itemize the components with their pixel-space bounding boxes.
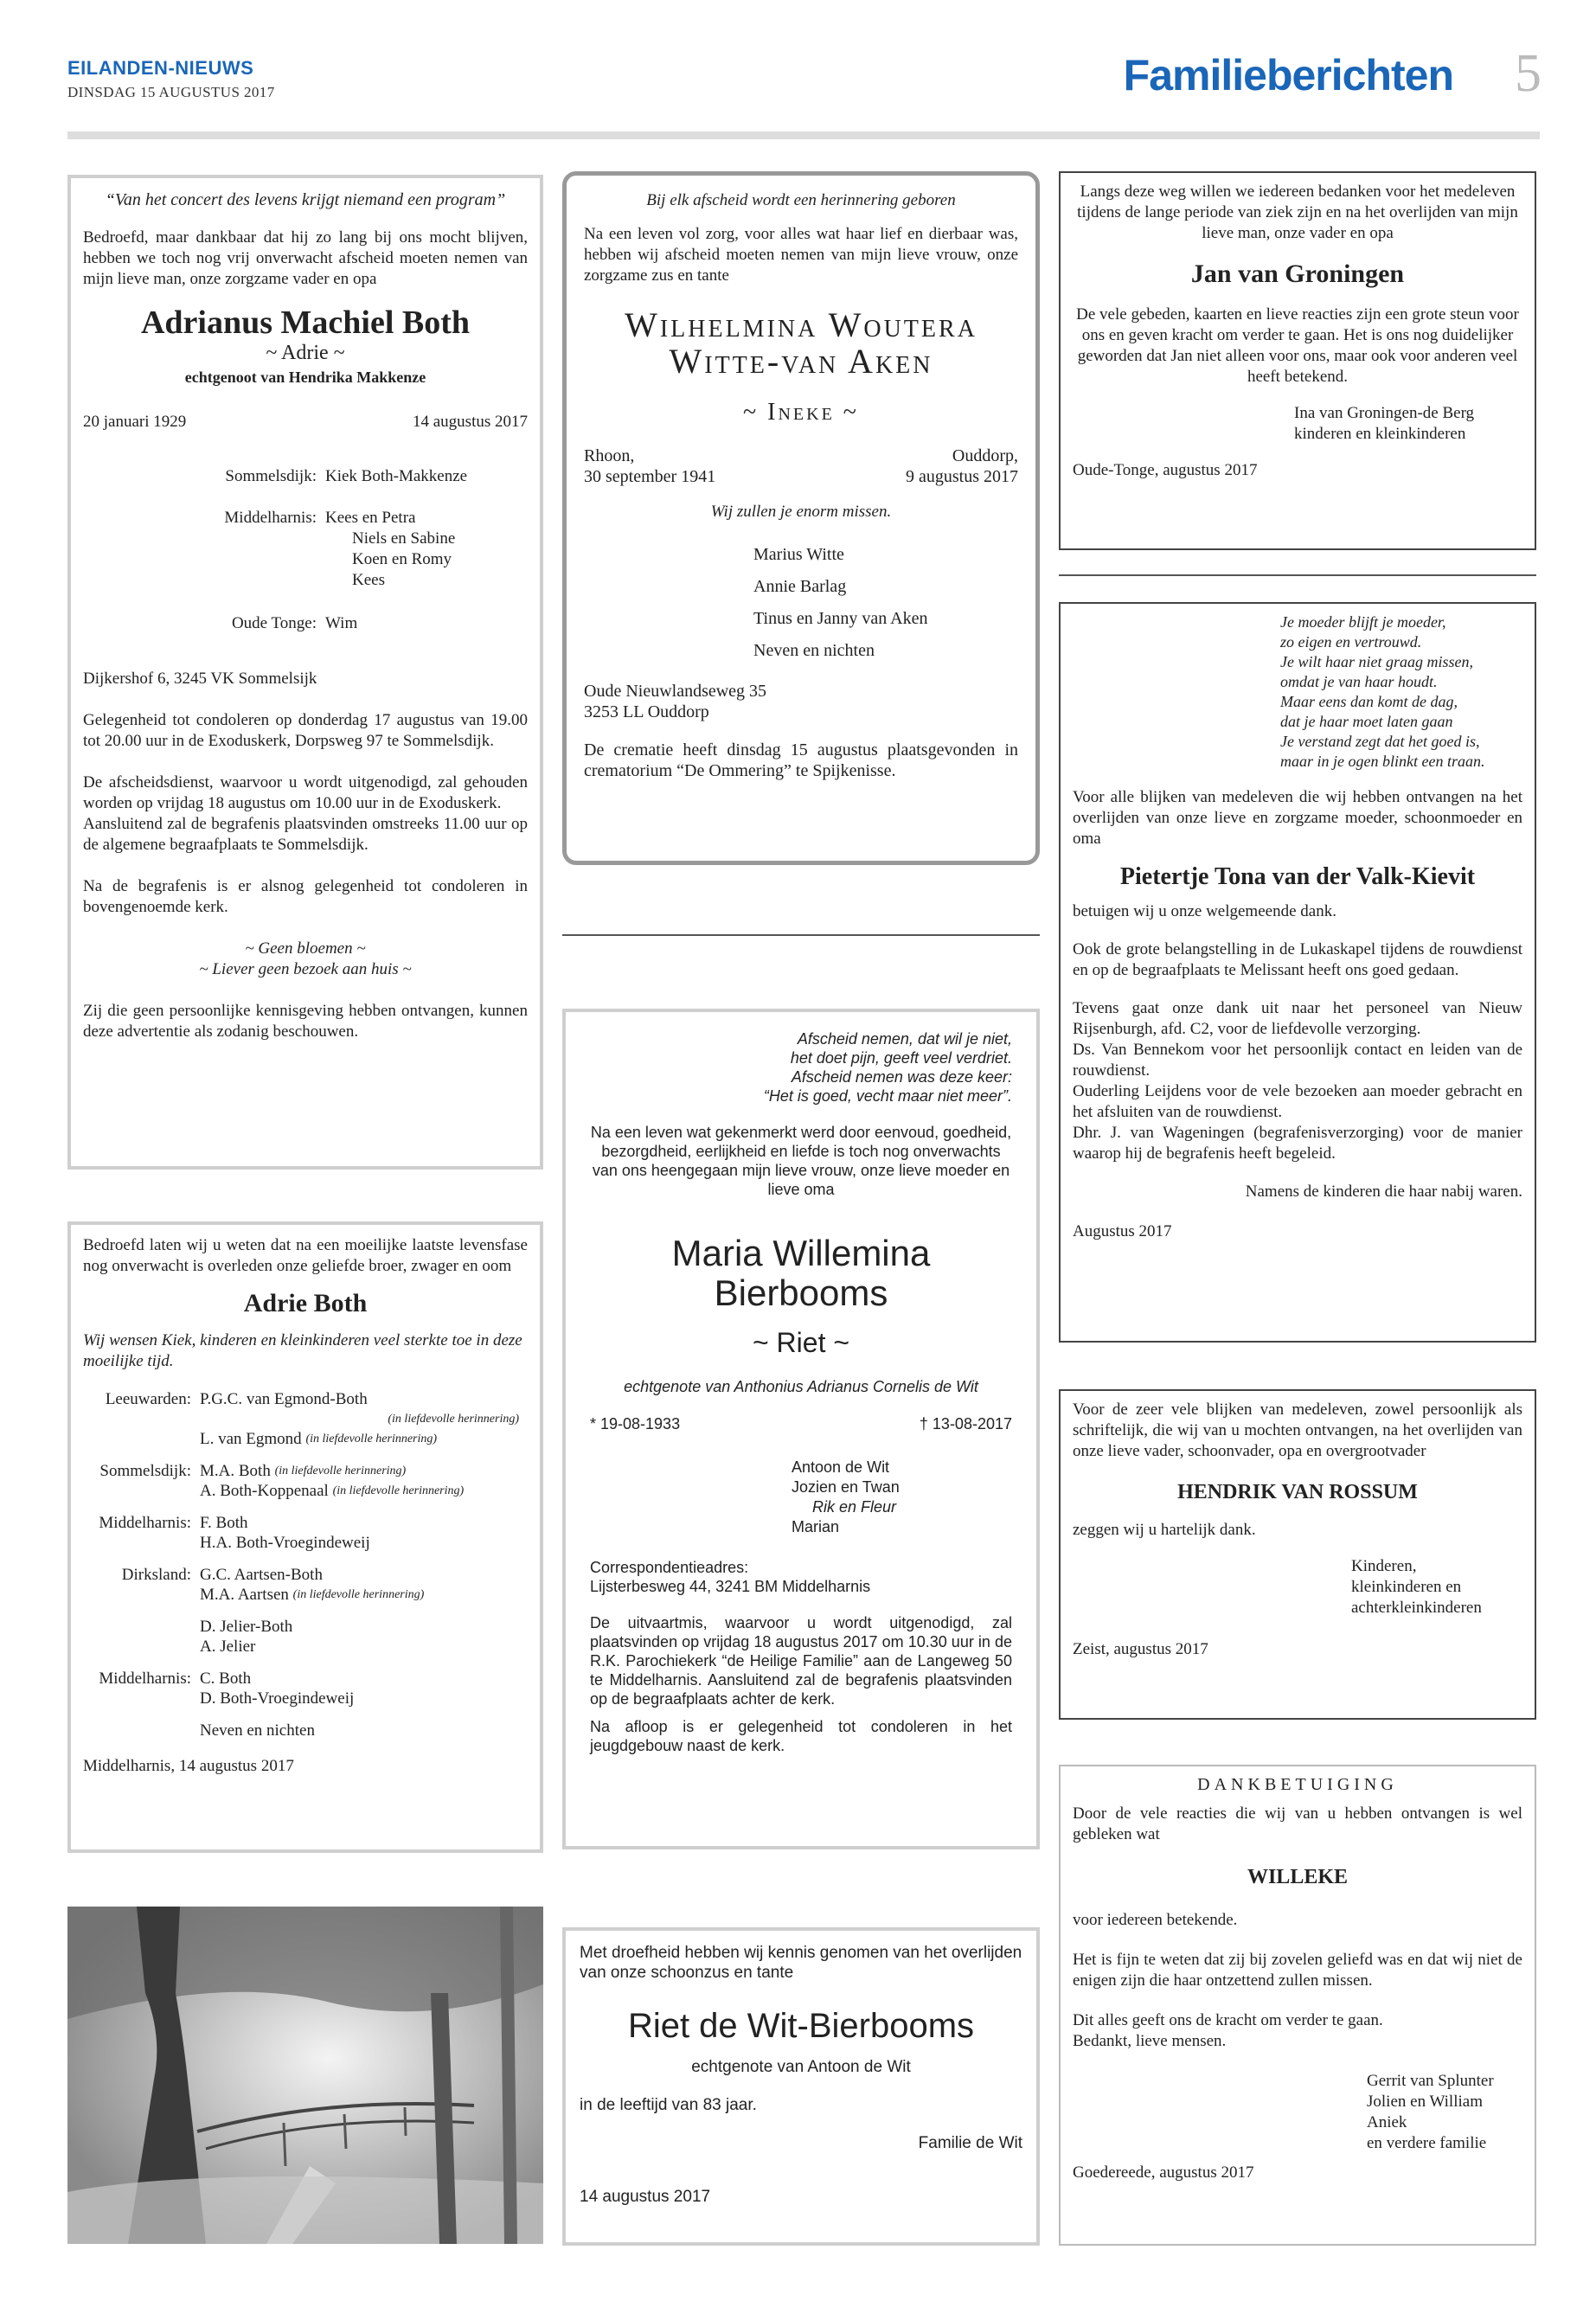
condolence-info: Gelegenheid tot condoleren op donderdag 17 augustus van 19.00 tot 20.00 uur in de Exoduskerk, Dorpsweg 97 te Sommelsdijk. xyxy=(83,711,528,750)
deceased-name-line1: Wilhelmina Woutera xyxy=(625,305,977,344)
signature-line: Aniek xyxy=(1367,2113,1407,2131)
forest-path-photo xyxy=(67,1907,543,2244)
place: Oude Tonge: xyxy=(231,614,317,632)
motto: Bij elk afscheid wordt een herinnering geboren xyxy=(646,191,956,209)
after-info: Na de begrafenis is er alsnog gelegenheid tot condoleren in bovengenoemde kerk. xyxy=(83,877,528,916)
birth-place: Rhoon, xyxy=(584,446,635,465)
family-name: Jozien en Twan xyxy=(792,1478,900,1496)
family-name: D. Jelier-Both xyxy=(200,1618,293,1636)
burial-info: Aansluitend zal de begrafenis plaatsvinden omstreeks 11.00 uur op de algemene begraafplaats te Sommelsdijk. xyxy=(83,815,528,854)
family-name: G.C. Aartsen-Both xyxy=(200,1566,323,1584)
family-name: Kees en Petra xyxy=(325,509,416,527)
poem xyxy=(1280,612,1522,772)
family-name: A. Both-Koppenaal xyxy=(200,1482,329,1500)
family-name: Marian xyxy=(792,1518,840,1535)
signature-line: kleinkinderen en xyxy=(1351,1578,1462,1596)
closing-line: Augustus 2017 xyxy=(1073,1222,1172,1240)
funeral-info: De uitvaartmis, waarvoor u wordt uitgenodigd, zal plaatsvinden op vrijdag 18 augustus 2017 om 10.30 uur in de R.K. Parochiekerk “de Heilige Familie” aan de Langeweg 50 te Middelharnis. Aansluitend zal de begrafenis plaatsvinden op de begraafplaats achter de kerk. xyxy=(590,1614,1012,1708)
death-date: 14 augustus 2017 xyxy=(413,413,528,431)
thanks-line: betuigen wij u onze welgemeende dank. xyxy=(1073,902,1336,920)
deceased-name: Adrie Both xyxy=(243,1289,368,1317)
family-name: Rik en Fleur xyxy=(812,1498,897,1516)
signature-line: en verdere familie xyxy=(1367,2134,1487,2152)
section-title: Familieberichten xyxy=(1123,51,1453,99)
header-rule xyxy=(67,131,1540,139)
deceased-name-line2: Bierbooms xyxy=(714,1272,888,1313)
signature-line: achterkleinkinderen xyxy=(1351,1599,1482,1617)
poem-line: Je wilt haar niet graag missen, xyxy=(1280,653,1473,670)
poem xyxy=(590,1029,1012,1106)
family-name: Neven en nichten xyxy=(753,641,875,660)
correspondence-label: Correspondentieadres: xyxy=(590,1559,749,1576)
place: Middelharnis: xyxy=(224,509,317,527)
spouse-line: echtgenoot van Hendrika Makkenze xyxy=(184,369,426,386)
family-list xyxy=(792,1458,1012,1537)
correspondence-address: Lijsterbesweg 44, 3241 BM Middelharnis xyxy=(590,1578,871,1595)
birth-date: * 19-08-1933 xyxy=(590,1415,681,1433)
family-name: Kiek Both-Makkenze xyxy=(325,467,468,485)
deceased-name: WILLEKE xyxy=(1247,1866,1349,1888)
column-divider xyxy=(1059,574,1536,576)
nickname: ~ Ineke ~ xyxy=(743,399,859,426)
address-line2: 3253 LL Ouddorp xyxy=(584,702,709,721)
nickname: ~ Adrie ~ xyxy=(266,342,345,364)
forest-path-image xyxy=(67,1907,543,2244)
intro-text: Voor alle blijken van medeleven die wij hebben ontvangen na het overlijden van onze lieve en zorgzame moeder, schoonmoeder en oma xyxy=(1073,788,1522,848)
intro-text: Na een leven vol zorg, voor alles wat haar lief en dierbaar was, hebben wij afscheid moeten nemen van mijn lieve vrouw, onze zorgzame zus en tante xyxy=(584,225,1018,285)
age-line: in de leeftijd van 83 jaar. xyxy=(580,2096,757,2114)
closing-line: Oude-Tonge, augustus 2017 xyxy=(1073,461,1258,479)
paragraph: Het is fijn te weten dat zij bij zovelen geliefd was en dat wij niet de enigen zijn die haar ontzettend zullen missen. xyxy=(1073,1951,1522,1990)
thanks-text: De vele gebeden, kaarten en lieve reacties zijn een grote steun voor ons en geven kracht om verder te gaan. Het is ons nog duidelijker geworden dat Jan niet alleen voor ons, maar ook voor anderen veel heeft betekend. xyxy=(1076,305,1519,386)
signature-line: Gerrit van Splunter xyxy=(1367,2072,1494,2090)
address: Dijkershof 6, 3245 VK Sommelsijk xyxy=(83,670,317,688)
thanks-jan-van-groningen xyxy=(1059,171,1536,550)
family-name: Tinus en Janny van Aken xyxy=(753,609,928,628)
family-name: M.A. Both xyxy=(200,1462,271,1480)
place: Leeuwarden: xyxy=(105,1390,191,1408)
deceased-name: Jan van Groningen xyxy=(1190,260,1405,288)
spouse-line: echtgenote van Anthonius Adrianus Cornelis de Wit xyxy=(624,1378,978,1395)
birth-date: 30 september 1941 xyxy=(584,467,716,486)
family-list xyxy=(83,1389,528,1740)
signature-line: Namens de kinderen die haar nabij waren. xyxy=(1245,1183,1522,1201)
poem-line: zo eigen en vertrouwd. xyxy=(1280,633,1422,651)
family-name: Koen en Romy xyxy=(352,550,452,568)
issue-date: DINSDAG 15 AUGUSTUS 2017 xyxy=(67,84,275,100)
obituary-adrie-both xyxy=(67,1221,543,1853)
birth-date: 20 januari 1929 xyxy=(83,413,187,431)
intro-text: Bedroefd, maar dankbaar dat hij zo lang bij ons mocht blijven, hebben we toch nog vrij onverwacht afscheid moeten nemen van mijn lieve man, onze zorgzame vader en opa xyxy=(83,228,528,288)
paragraph: Ouderling Leijdens voor de vele bezoeken aan moeder gebracht en het afsluiten van de rouwdienst. xyxy=(1073,1082,1522,1121)
notice-title: DANKBETUIGING xyxy=(1197,1775,1398,1794)
family-name: L. van Egmond xyxy=(200,1430,302,1448)
service-info: De afscheidsdienst, waarvoor u wordt uitgenodigd, zal gehouden worden op vrijdag 18 augustus om 10.00 uur in de Exoduskerk. xyxy=(83,773,528,812)
note: (in liefdevolle herinnering) xyxy=(332,1484,465,1497)
note: (in liefdevolle herinnering) xyxy=(292,1588,425,1601)
family-name: Annie Barlag xyxy=(753,577,847,596)
deceased-name-line1: Maria Willemina xyxy=(671,1233,931,1273)
family-name: M.A. Aartsen xyxy=(200,1586,289,1604)
paragraph: Tevens gaat onze dank uit naar het personeel van Nieuw Rijsenburgh, afd. C2, voor de liefdevolle verzorging. xyxy=(1073,999,1522,1038)
quote: “Van het concert des levens krijgt niemand een program” xyxy=(105,190,506,209)
note: (in liefdevolle herinnering) xyxy=(388,1413,519,1426)
no-flowers: ~ Geen bloemen ~ xyxy=(245,939,366,958)
family-list xyxy=(83,466,528,634)
place: Middelharnis: xyxy=(99,1514,191,1532)
family-name: F. Both xyxy=(200,1514,248,1532)
poem-line: maar in je ogen blinkt een traan. xyxy=(1280,753,1485,770)
newspaper-logo: EILANDEN-NIEUWS xyxy=(67,57,254,79)
deceased-name: Pietertje Tona van der Valk-Kievit xyxy=(1119,863,1476,890)
miss-line: Wij zullen je enorm missen. xyxy=(710,503,892,521)
place: Dirksland: xyxy=(121,1566,191,1584)
poem-line: omdat je van haar houdt. xyxy=(1280,673,1438,690)
closing-line: Middelharnis, 14 augustus 2017 xyxy=(83,1757,294,1775)
thanks-line: zeggen wij u hartelijk dank. xyxy=(1073,1521,1256,1539)
poem-line: Je moeder blijft je moeder, xyxy=(1280,613,1446,631)
place: Middelharnis: xyxy=(99,1670,191,1688)
family-name: A. Jelier xyxy=(200,1638,256,1656)
intro-text: Na een leven wat gekenmerkt werd door eenvoud, goedheid, bezorgdheid, eerlijkheid en liefde is toch nog onverwachts van ons heengegaan mijn lieve vrouw, onze lieve moeder en lieve oma xyxy=(590,1124,1012,1198)
obituary-maria-bierbooms xyxy=(562,1009,1040,1849)
column-divider xyxy=(562,934,1040,936)
family-list xyxy=(753,539,1018,667)
notice-date: 14 augustus 2017 xyxy=(580,2188,711,2206)
family-name: D. Both-Vroegindeweij xyxy=(200,1689,355,1708)
note: (in liefdevolle herinnering) xyxy=(274,1465,407,1477)
paragraph: Dhr. J. van Wageningen (begrafenisverzorging) voor de manier waarop hij de begrafenis heeft begeleid. xyxy=(1073,1124,1522,1163)
spouse-line: echtgenote van Antoon de Wit xyxy=(691,2058,911,2076)
family-name: Niels en Sabine xyxy=(352,529,456,548)
intro-text: Bedroefd laten wij u weten dat na een moeilijke laatste levensfase nog onverwacht is overleden onze geliefde broer, zwager en oom xyxy=(83,1236,528,1275)
paragraph: Ook de grote belangstelling in de Lukaskapel tijdens de rouwdienst en op de begraafplaats te Melissant heeft ons goed gedaan. xyxy=(1073,940,1522,979)
family-name: Kees xyxy=(352,571,385,589)
poem-line: Afscheid nemen, dat wil je niet, xyxy=(797,1030,1012,1048)
death-place: Ouddorp, xyxy=(952,446,1018,465)
no-visit: ~ Liever geen bezoek aan huis ~ xyxy=(199,960,412,978)
page-number: 5 xyxy=(1515,44,1542,103)
poem-line: Afscheid nemen was deze keer: xyxy=(791,1068,1012,1086)
thanks-willeke xyxy=(1059,1765,1536,2246)
address-line1: Oude Nieuwlandseweg 35 xyxy=(584,682,767,701)
obituary-wilhelmina-witte xyxy=(562,171,1040,865)
place: Sommelsdijk: xyxy=(99,1462,191,1480)
intro-text: Door de vele reacties die wij van u hebben ontvangen is wel gebleken wat xyxy=(1073,1804,1522,1843)
poem-line: “Het is goed, vecht maar niet meer”. xyxy=(763,1087,1012,1105)
intro-text: Voor de zeer vele blijken van medeleven, zowel persoonlijk als schriftelijk, die wij van u mochten ontvangen, na het overlijden van onze lieve vader, schoonvader, opa en overgrootvader xyxy=(1073,1400,1522,1460)
family-name: Neven en nichten xyxy=(200,1721,315,1740)
signature-line: Jolien en William xyxy=(1367,2093,1483,2111)
thanks-hendrik-van-rossum xyxy=(1059,1389,1536,1720)
family-name: Antoon de Wit xyxy=(792,1458,890,1476)
signature-line: Kinderen, xyxy=(1351,1557,1417,1575)
place: Sommelsdijk: xyxy=(225,467,317,485)
deceased-name: Riet de Wit-Bierbooms xyxy=(627,2007,975,2045)
note: (in liefdevolle herinnering) xyxy=(305,1433,438,1445)
paragraph: Ds. Van Bennekom voor het persoonlijk contact en leiden van de rouwdienst. xyxy=(1073,1041,1522,1080)
poem-line: Maar eens dan komt de dag, xyxy=(1280,693,1458,710)
wish-text: Wij wensen Kiek, kinderen en kleinkinderen veel sterkte toe in deze moeilijke tijd. xyxy=(83,1331,522,1370)
deceased-name-line2: Witte-van Aken xyxy=(669,342,933,381)
death-date: 9 augustus 2017 xyxy=(906,467,1018,486)
family-name: Marius Witte xyxy=(753,545,844,564)
family-name: P.G.C. van Egmond-Both xyxy=(200,1390,368,1408)
intro-text: Met droefheid hebben wij kennis genomen van het overlijden van onze schoonzus en tante xyxy=(580,1944,1022,1982)
meaning-line: voor iedereen betekende. xyxy=(1073,1911,1238,1929)
thanks-pietertje-van-der-valk xyxy=(1059,602,1536,1343)
paragraph: Dit alles geeft ons de kracht om verder te gaan. xyxy=(1073,2011,1383,2029)
family-name: H.A. Both-Vroegindeweij xyxy=(200,1534,370,1552)
deceased-name: Adrianus Machiel Both xyxy=(140,304,471,341)
family-signature: Familie de Wit xyxy=(918,2134,1022,2152)
cremation-info: De crematie heeft dinsdag 15 augustus plaatsgevonden in crematorium “De Ommering” te Spijkenisse. xyxy=(584,740,1018,780)
family-name: C. Both xyxy=(200,1670,252,1688)
closing-line: Goedereede, augustus 2017 xyxy=(1073,2163,1254,2182)
death-date: † 13-08-2017 xyxy=(919,1415,1012,1433)
poem-line: het doet pijn, geeft veel verdriet. xyxy=(790,1049,1012,1067)
poem-line: dat je haar moet laten gaan xyxy=(1280,713,1453,730)
signature-line: Ina van Groningen-de Berg xyxy=(1294,404,1475,422)
after-info: Na afloop is er gelegenheid tot condoleren in het jeugdgebouw naast de kerk. xyxy=(590,1718,1012,1754)
closing-line: Zeist, augustus 2017 xyxy=(1073,1640,1208,1658)
closing-note: Zij die geen persoonlijke kennisgeving hebben ontvangen, kunnen deze advertentie als zodanig beschouwen. xyxy=(83,1002,528,1041)
nickname: ~ Riet ~ xyxy=(752,1327,850,1358)
signature-line: kinderen en kleinkinderen xyxy=(1294,425,1466,443)
intro-text: Langs deze weg willen we iedereen bedanken voor het medeleven tijdens de lange periode van ziek zijn en na het overlijden van mijn lieve man, onze vader en opa xyxy=(1077,183,1518,242)
notice-riet-de-wit xyxy=(562,1927,1040,2246)
deceased-name: HENDRIK VAN ROSSUM xyxy=(1177,1481,1418,1503)
paragraph: Bedankt, lieve mensen. xyxy=(1073,2032,1227,2050)
family-name: Wim xyxy=(325,614,358,632)
poem-line: Je verstand zegt dat het goed is, xyxy=(1280,733,1480,750)
obituary-adrianus-both xyxy=(67,175,543,1170)
